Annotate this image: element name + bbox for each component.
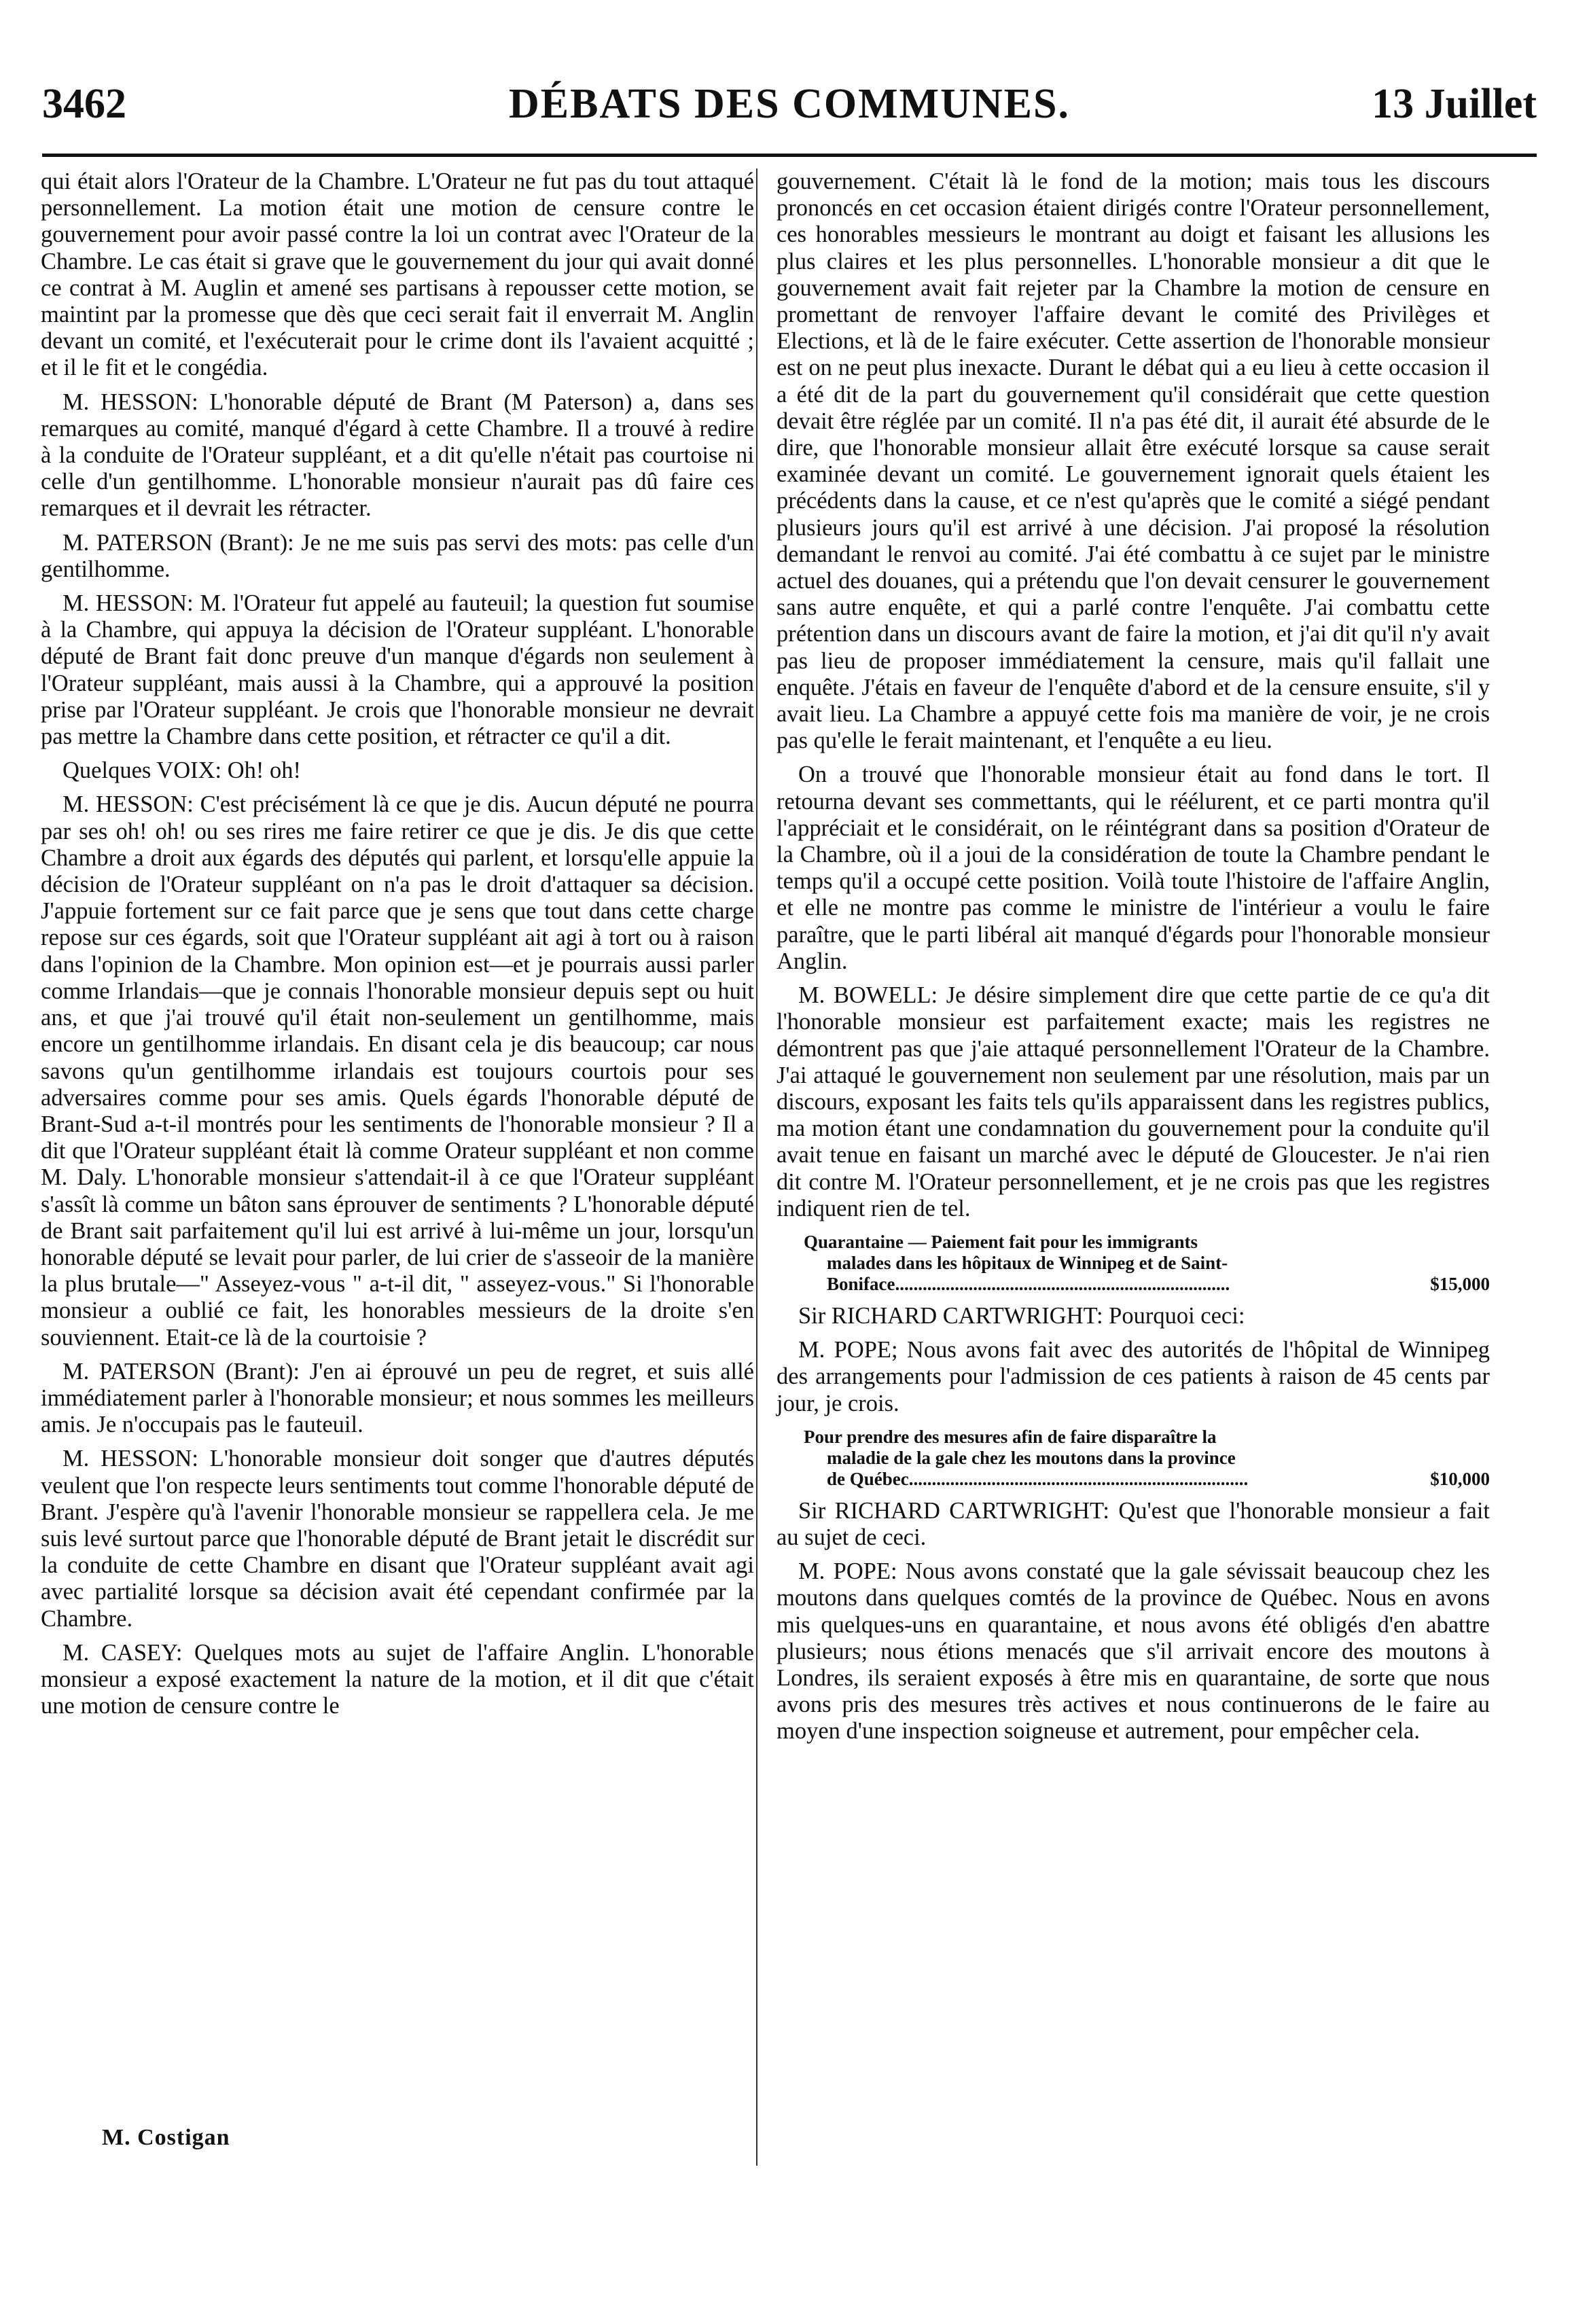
- paragraph: M. POPE: Nous avons constaté que la gale sévissait beaucoup chez les moutons dans quelques comtés de la province de Québec. Nous en avons mis quelques-uns en quarantaine, et nous avons été obligés d'en abattre plusieurs; nous étions menacés que s'il arrivait encore des moutons à Londres, ils seraient exposés à être mis en quarantaine, de sorte que nous avons pris des mesures très actives et nous continuerons de le faire au moyen d'une inspection soigneuse et autrement, pour empêcher cela.: [776, 1558, 1490, 1745]
- column-divider: [756, 168, 757, 2166]
- estimate-item-quarantine: [804, 1232, 1490, 1295]
- paragraph: M. HESSON: M. l'Orateur fut appelé au fauteuil; la question fut soumise à la Chambre, qui appuya la décision de l'Orateur suppléant. L'honorable député de Brant fait donc preuve d'un manque d'égards non seulement à l'Orateur suppléant, mais aussi à la Chambre, qui a approuvé la position prise par l'Orateur suppléant. Je crois que l'honorable monsieur ne devrait pas mettre la Chambre dans cette position, et rétracter ce qu'il a dit.: [41, 590, 754, 750]
- estimate-amount: $10,000: [1430, 1468, 1490, 1489]
- estimate-line: de Québec..........................................................................: [827, 1468, 1249, 1489]
- page-header: [42, 80, 1537, 141]
- paragraph: M. HESSON: L'honorable député de Brant (M Paterson) a, dans ses remarques au comité, manqué d'égard à cette Chambre. Il a trouvé à redire à la conduite de l'Orateur suppléant, et a dit qu'elle n'était pas courtoise ni celle d'un gentilhomme. L'honorable monsieur n'aurait pas dû faire ces remarques et il devrait les rétracter.: [41, 389, 754, 522]
- page-date: 13 Juillet: [1372, 81, 1537, 127]
- estimate-line: maladie de la gale chez les moutons dans la province: [827, 1447, 1236, 1468]
- estimate-line: Quarantaine — Paiement fait pour les immigrants: [804, 1231, 1198, 1252]
- estimate-amount: $15,000: [1430, 1273, 1490, 1294]
- paragraph: M. HESSON: C'est précisément là ce que je dis. Aucun député ne pourra par ses oh! oh! ou ses rires me faire retirer ce que je dis. Je dis que cette Chambre a droit aux égards des députés qui parlent, et lorsqu'elle appuie la décision de l'Orateur suppléant on n'a pas le droit d'attaquer sa décision. J'appuie fortement sur ce fait parce que je sens que tout dans cette charge repose sur ces égards, soit que l'Orateur suppléant ait agi à tort ou à raison dans l'opinion de la Chambre. Mon opinion est—et je pourrais aussi parler comme Irlandais—que je connais l'honorable monsieur depuis sept ou huit ans, et que j'ai trouvé qu'il était non-seulement un gentilhomme, mais encore un gentilhomme irlandais. En disant cela je dis beaucoup; car nous savons qu'un gentilhomme irlandais est toujours courtois pour ses adversaires comme pour ses amis. Quels égards l'honorable député de Brant-Sud a-t-il montrés pour les sentiments de l'honorable monsieur ? Il a dit que l'Orateur suppléant était là comme Orateur suppléant et non comme M. Daly. L'honorable monsieur s'attendait-il à ce que l'Orateur suppléant s'assît là comme un bâton sans éprouver de sentiments ? L'honorable député de Brant sait parfaitement qu'il lui est arrivé à lui-même un jour, lorsqu'un honorable député se levait pour parler, de lui crier de s'asseoir de la manière la plus brutale—" Asseyez-vous " a-t-il dit, " asseyez-vous." Si l'honorable monsieur a oublié ce fait, les honorables messieurs de la droite s'en souviennent. Etait-ce là de la courtoisie ?: [41, 791, 754, 1351]
- paragraph: Sir RICHARD CARTWRIGHT: Qu'est que l'honorable monsieur a fait au sujet de ceci.: [776, 1497, 1490, 1550]
- paragraph: M. PATERSON (Brant): J'en ai éprouvé un peu de regret, et suis allé immédiatement parler à l'honorable monsieur; et nous sommes les meilleurs amis. Je n'occupais pas le fauteuil.: [41, 1358, 754, 1438]
- right-column: [776, 168, 1490, 1753]
- page-number: 3462: [42, 81, 126, 127]
- paragraph: qui était alors l'Orateur de la Chambre. L'Orateur ne fut pas du tout attaqué personnellement. La motion était une motion de censure contre le gouvernement pour avoir passé contre la loi un contrat avec l'Orateur de la Chambre. Le cas était si grave que le gouvernement du jour qui avait donné ce contrat à M. Auglin et amené ses partisans à repousser cette motion, se maintint par la promesse que dès que ceci serait fait il enverrait M. Anglin devant un comité, et l'exécuterait pour le crime dont ils l'avaient acquitté ; et il le fit et le congédia.: [41, 168, 754, 381]
- paragraph: M. BOWELL: Je désire simplement dire que cette partie de ce qu'a dit l'honorable monsieur est parfaitement exacte; mais les registres ne démontrent pas que j'aie attaqué personnellement l'Orateur de la Chambre. J'ai attaqué le gouvernement non seulement par une résolution, mais par un discours, exposant les faits tels qu'ils apparaissent dans les registres publics, ma motion étant une condamnation du gouvernement pour la conduite qu'il avait tenue en faisant un marché avec le député de Gloucester. Je n'ai rien dit contre M. l'Orateur personnellement, et je ne crois pas que les registres indiquent rien de tel.: [776, 982, 1490, 1221]
- estimate-line: Pour prendre des mesures afin de faire disparaître la: [804, 1426, 1217, 1447]
- paragraph: On a trouvé que l'honorable monsieur était au fond dans le tort. Il retourna devant ses commettants, qui le réélurent, et ce parti montra qu'il l'appréciait et le considérait, on le réintégrant dans sa position d'Orateur de la Chambre, où il a joui de la considération de toute la Chambre pendant le temps qu'il a occupé cette position. Voilà toute l'histoire de l'affaire Anglin, et elle ne montre pas comme le ministre de l'intérieur a voulu le faire paraître, que le parti libéral ait manqué d'égards pour l'honorable monsieur Anglin.: [776, 762, 1490, 974]
- paragraph: Quelques VOIX: Oh! oh!: [63, 757, 302, 784]
- page-title: DÉBATS DES COMMUNES.: [508, 81, 1071, 127]
- footer-speaker: M. Costigan: [102, 2125, 230, 2150]
- paragraph: M. HESSON: L'honorable monsieur doit songer que d'autres députés veulent que l'on respecte leurs sentiments tout comme l'honorable député de Brant. J'espère qu'à l'avenir l'honorable monsieur se rappellera cela. Je me suis levé surtout parce que l'honorable député de Brant jetait le discrédit sur la conduite de cette Chambre en disant que l'Orateur suppléant avait agi avec partialité lorsque sa décision avait été cependant confirmée par la Chambre.: [41, 1446, 754, 1632]
- estimate-line: Boniface.........................................................................: [827, 1273, 1230, 1294]
- header-rule: [42, 154, 1537, 157]
- paragraph: M. PATERSON (Brant): Je ne me suis pas servi des mots: pas celle d'un gentilhomme.: [41, 529, 754, 582]
- estimate-line: malades dans les hôpitaux de Winnipeg et de Saint-: [827, 1252, 1228, 1273]
- paragraph: Sir RICHARD CARTWRIGHT: Pourquoi ceci:: [798, 1302, 1245, 1329]
- paragraph: M. CASEY: Quelques mots au sujet de l'affaire Anglin. L'honorable monsieur a exposé exactement la nature de la motion, et il dit que c'était une motion de censure contre le: [41, 1639, 754, 1719]
- estimate-item-sheep-scab: [804, 1427, 1490, 1490]
- left-column: [41, 168, 754, 1727]
- paragraph: M. POPE; Nous avons fait avec des autorités de l'hôpital de Winnipeg des arrangements pour l'admission de ces patients à raison de 45 cents par jour, je crois.: [776, 1337, 1490, 1416]
- paragraph: gouvernement. C'était là le fond de la motion; mais tous les discours prononcés en cet occasion étaient dirigés contre l'Orateur personnellement, ces honorables messieurs le montrant au doigt et faisant les allusions les plus claires et les plus personnelles. L'honorable monsieur a dit que le gouvernement avait fait rejeter par la Chambre la motion de censure en promettant de renvoyer l'affaire devant le comité des Privilèges et Elections, et là de le faire exécuter. Cette assertion de l'honorable monsieur est on ne peut plus inexacte. Durant le débat qui a eu lieu à cette occasion il a été dit de la part du gouvernement qu'il considérait que cette question devait être réglée par un comité. Il n'a pas été dit, il aurait été absurde de le dire, que l'honorable monsieur allait être exécuté lorsque sa cause serait examinée devant un comité. Le gouvernement ignorait quels étaient les précédents dans la cause, et ce n'est qu'après que le comité a siégé pendant plusieurs jours qu'il est arrivé à une décision. J'ai proposé la résolution demandant le renvoi au comité. J'ai été combattu à ce sujet par le ministre actuel des douanes, qui a prétendu que l'on devait censurer le gouvernement sans autre enquête, et qui a parlé contre l'enquête. J'ai combattu cette prétention dans un discours avant de faire la motion, et j'ai dit qu'il n'y avait pas lieu de proposer immédiatement la censure, mais qu'il fallait une enquête. J'étais en faveur de l'enquête d'abord et de la censure ensuite, s'il y avait lieu. La Chambre a appuyé cette fois ma manière de voir, je ne crois pas qu'elle le ferait maintenant, et l'enquête a eu lieu.: [776, 168, 1490, 754]
